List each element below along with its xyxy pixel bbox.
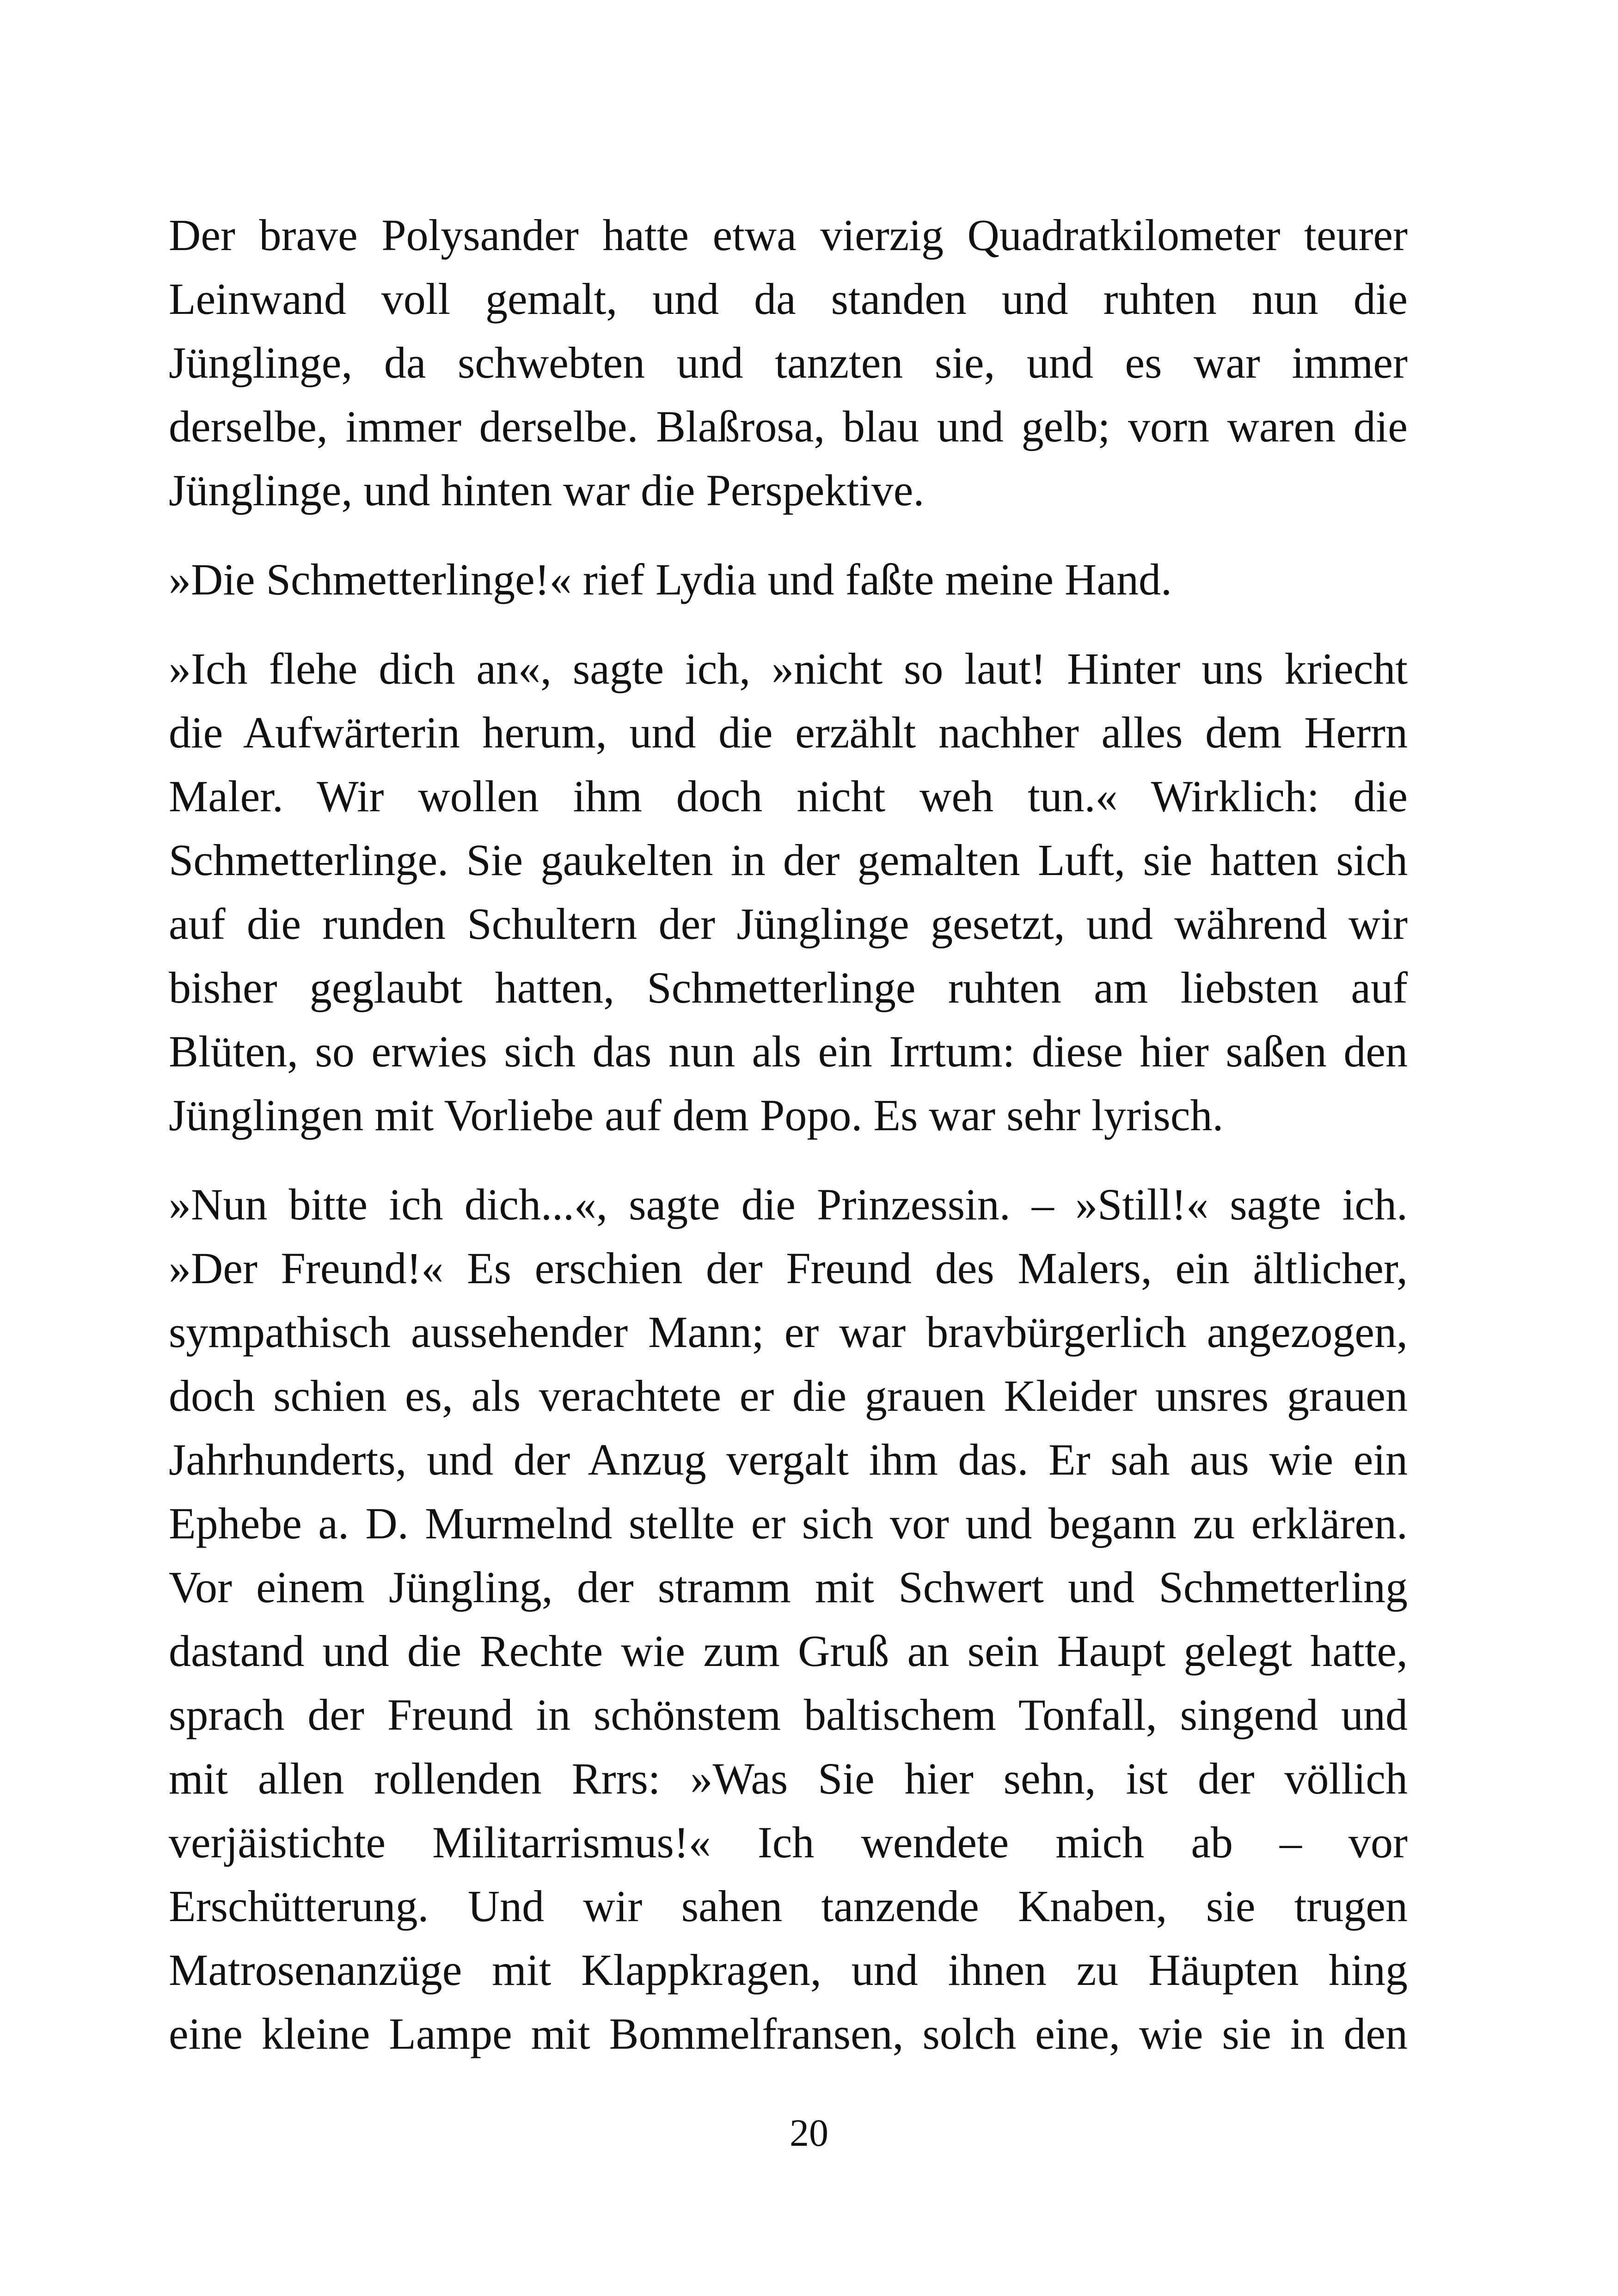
paragraph-3	[169, 637, 1408, 1147]
text-line: »Der Freund!« Es erschien der Freund des Malers, ein ältlicher,	[169, 1243, 1408, 1293]
text-line: Maler. Wir wollen ihm doch nicht weh tun.« Wirklich: die	[169, 771, 1408, 821]
text-line: doch schien es, als verachtete er die grauen Kleider unsres grauen	[169, 1371, 1408, 1420]
text-line: Jünglinge, und hinten war die Perspektive.	[169, 465, 925, 515]
text-line: Der brave Polysander hatte etwa vierzig Quadratkilometer teurer	[169, 210, 1408, 260]
text-line: »Nun bitte ich dich...«, sagte die Prinzessin. – »Still!« sagte ich.	[169, 1180, 1408, 1229]
text-line: Erschütterung. Und wir sahen tanzende Knaben, sie trugen	[169, 1881, 1408, 1931]
text-line: Jahrhunderts, und der Anzug vergalt ihm das. Er sah aus wie ein	[169, 1435, 1408, 1484]
text-line: Jünglinge, da schwebten und tanzten sie, und es war immer	[169, 338, 1408, 387]
text-line: mit allen rollenden Rrrs: »Was Sie hier sehn, ist der völlich	[169, 1754, 1408, 1803]
text-line: Jünglingen mit Vorliebe auf dem Popo. Es war sehr lyrisch.	[169, 1090, 1224, 1140]
text-line: die Aufwärterin herum, und die erzählt nachher alles dem Herrn	[169, 708, 1408, 757]
page-number: 20	[790, 2112, 828, 2155]
text-line: Schmetterlinge. Sie gaukelten in der gemalten Luft, sie hatten sich	[169, 835, 1408, 885]
paragraph-2	[169, 548, 1408, 612]
text-line: bisher geglaubt hatten, Schmetterlinge ruhten am liebsten auf	[169, 963, 1408, 1012]
text-line: »Die Schmetterlinge!« rief Lydia und faßte meine Hand.	[169, 555, 1172, 604]
paragraph-1	[169, 203, 1408, 522]
text-line: verjäistichte Militarrismus!« Ich wendete mich ab – vor	[169, 1818, 1408, 1867]
text-line: »Ich flehe dich an«, sagte ich, »nicht so laut! Hinter uns kriecht	[169, 644, 1408, 693]
text-line: Ephebe a. D. Murmelnd stellte er sich vor und begann zu erklären.	[169, 1499, 1408, 1548]
text-line: eine kleine Lampe mit Bommelfransen, solch eine, wie sie in den	[169, 2009, 1408, 2058]
paragraph-4	[169, 1173, 1408, 2066]
body-text	[169, 203, 1408, 2091]
text-line: auf die runden Schultern der Jünglinge gesetzt, und während wir	[169, 899, 1408, 949]
text-line: Vor einem Jüngling, der stramm mit Schwert und Schmetterling	[169, 1562, 1408, 1612]
text-line: sprach der Freund in schönstem baltischem Tonfall, singend und	[169, 1690, 1408, 1739]
text-line: Blüten, so erwies sich das nun als ein Irrtum: diese hier saßen den	[169, 1027, 1408, 1076]
text-line: derselbe, immer derselbe. Blaßrosa, blau und gelb; vorn waren die	[169, 402, 1408, 451]
text-line: Leinwand voll gemalt, und da standen und ruhten nun die	[169, 274, 1408, 324]
text-line: Matrosenanzüge mit Klappkragen, und ihnen zu Häupten hing	[169, 1945, 1408, 1995]
text-line: sympathisch aussehender Mann; er war bravbürgerlich angezogen,	[169, 1307, 1408, 1357]
text-line: dastand und die Rechte wie zum Gruß an sein Haupt gelegt hatte,	[169, 1626, 1408, 1676]
